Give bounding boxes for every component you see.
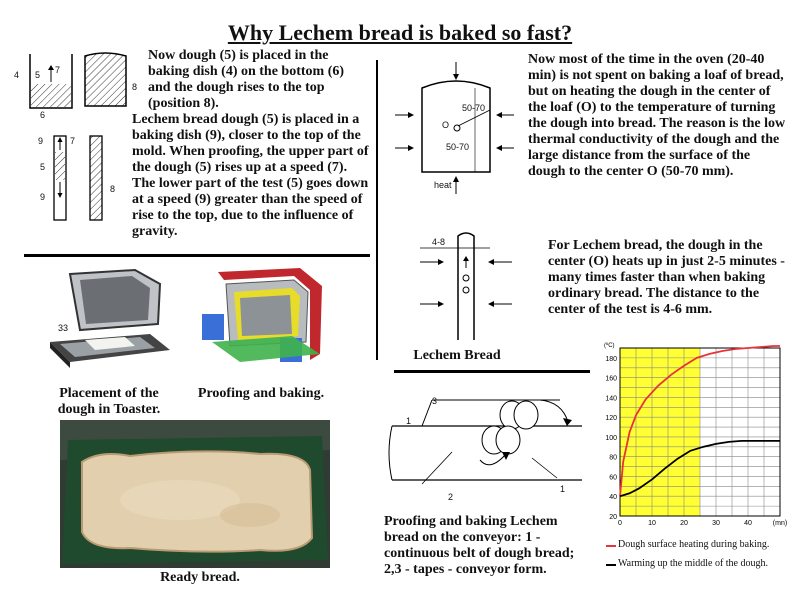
chart-ytick-label: 180	[605, 355, 617, 363]
chart-ytick-label: 60	[609, 474, 617, 482]
chart-xtick-label: 10	[648, 520, 656, 527]
chart-xtick-label: 40	[744, 520, 752, 527]
fig-label-7b: 7	[70, 136, 76, 146]
ordinary-dough-text: Now dough (5) is placed in the baking dish (4) on the bottom (6) and the dough rises to the top (position 8).	[148, 48, 345, 111]
lechem-dim: 4-8	[432, 237, 446, 247]
caption-placement: Placement of the dough in Toaster.	[57, 386, 161, 417]
chart-ylabel: (ºC)	[604, 343, 615, 349]
center-divider	[376, 60, 378, 360]
fig-label-8: 8	[132, 82, 138, 92]
ordinary-dish-figure	[10, 48, 145, 118]
lechem-caption: Lechem Bread	[413, 348, 501, 363]
legend-swatch-middle	[606, 564, 616, 566]
fig-label-5b: 5	[40, 162, 46, 172]
fig-label-9a: 9	[38, 136, 44, 146]
chart-ytick-label: 140	[605, 395, 617, 403]
legend-swatch-surface	[606, 545, 616, 547]
chart-xtick-label: (mn)	[772, 520, 788, 527]
legend-surface: Dough surface heating during baking.	[618, 539, 770, 550]
right-divider	[394, 370, 590, 373]
page-title: Why Lechem bread is baked so fast?	[227, 20, 573, 45]
chart-ytick-label: 100	[605, 434, 617, 442]
chart-xtick-label: 0	[618, 520, 622, 527]
conveyor-label-2: 2	[448, 492, 454, 502]
chart-ytick-label: 160	[605, 375, 617, 383]
caption-proofing: Proofing and baking.	[197, 386, 325, 401]
conveyor-label-3: 3	[432, 396, 438, 406]
chart-xtick-label: 30	[712, 520, 720, 527]
oven-dim-1: 50-70	[462, 103, 486, 113]
fig-label-9b: 9	[40, 192, 46, 202]
oven-heat-label: heat	[434, 180, 452, 190]
legend-middle: Warming up the middle of the dough.	[618, 558, 768, 569]
fig-label-5: 5	[35, 70, 41, 80]
conveyor-caption: Proofing and baking Lechem bread on the conveyor: 1 - continuous belt of dough bread; 2,3 - tapes - conveyor form.	[384, 514, 575, 577]
oven-center-o: O	[442, 120, 450, 130]
chart-ytick-label: 120	[605, 415, 617, 423]
conveyor-label-1b: 1	[560, 484, 566, 494]
lechem-fast-text: For Lechem bread, the dough in the center (O) heats up in just 2-5 minutes - many times faster than when baking ordinary bread. The distance to the center of the test is 4-6 mm.	[548, 238, 785, 317]
left-divider	[24, 254, 370, 257]
oven-loaf-figure	[390, 60, 518, 200]
fig-label-4: 4	[14, 70, 20, 80]
conveyor-label-1a: 1	[406, 416, 412, 426]
oven-text: Now most of the time in the oven (20-40 min) is not spent on baking a loaf of bread, but on heating the dough in the center of the loaf (O) to the temperature of turning the dough into bread. The reason is the low thermal conductivity of the dough and the large distance from the surface of the dough to the center O (50-70 mm).	[528, 52, 786, 179]
fig-label-8b: 8	[110, 184, 116, 194]
ready-bread-image	[60, 420, 330, 568]
toaster-label: 33	[58, 323, 69, 333]
fig-label-7: 7	[55, 65, 61, 75]
chart-highlight-region	[620, 348, 700, 516]
proofing-image	[200, 264, 330, 374]
oven-dim-2: 50-70	[446, 142, 470, 152]
toaster-image	[40, 264, 180, 379]
chart-ytick-label: 80	[609, 454, 617, 462]
temperature-chart	[596, 340, 796, 540]
lechem-dough-text: Lechem bread dough (5) is placed in a baking dish (9), closer to the top of the mold. When proofing, the upper part of the dough (5) rises up at a speed (7). The lower part of the test (5) goes down at a speed (9) greater than the speed of rise to the top, due to the influence of gravity.	[132, 112, 369, 239]
chart-ytick-label: 40	[609, 494, 617, 502]
chart-ytick-label: 20	[609, 514, 617, 521]
fig-label-6: 6	[40, 110, 46, 120]
caption-ready: Ready bread.	[160, 570, 240, 585]
chart-xtick-label: 20	[680, 520, 688, 527]
